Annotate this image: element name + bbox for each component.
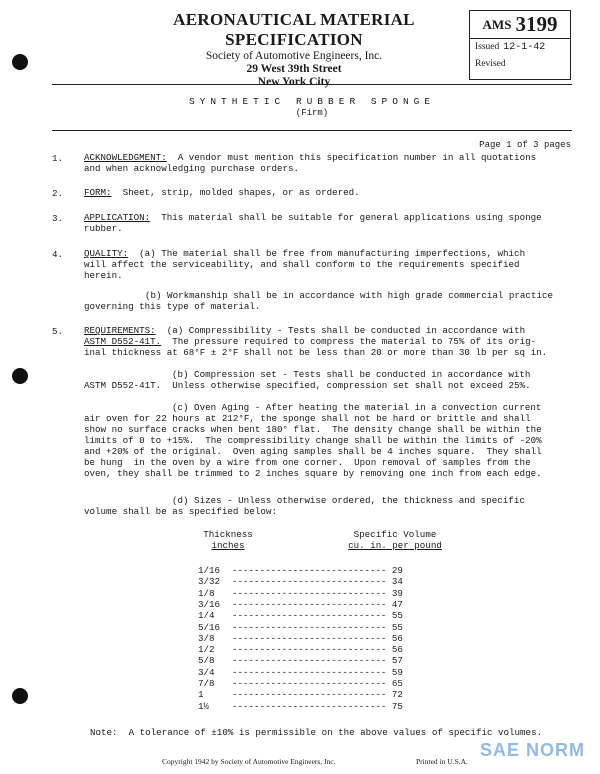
specific-volume-value: 75 xyxy=(391,700,403,712)
section-2-text: Sheet, strip, molded shapes, or as ordered. xyxy=(122,187,360,198)
table-row xyxy=(198,702,403,712)
specific-volume-value: 72 xyxy=(391,689,403,701)
section-2-line-1 xyxy=(84,187,360,198)
leader-dashes: ---------------------------- xyxy=(232,678,392,689)
section-5-line-2 xyxy=(84,336,536,347)
specific-volume-value: 57 xyxy=(391,655,403,667)
specific-volume-value: 55 xyxy=(391,610,403,622)
section-5-c-line-7: oven, they shall be trimmed to 2 inches square by removing one inch from each edge. xyxy=(84,468,542,479)
section-5-c-line-3: show no surface cracks when bent 180° flat. The density change shall be within the xyxy=(84,424,542,435)
section-1-line-1 xyxy=(84,152,536,163)
section-4-number: 4. xyxy=(52,249,64,260)
footer-copyright: Copyright 1942 by Society of Automotive Engineers, Inc. xyxy=(162,757,336,766)
volume-header-line-2: cu. in. per pound xyxy=(348,540,442,551)
specific-volume-value: 55 xyxy=(391,621,403,633)
leader-dashes: ---------------------------- xyxy=(232,621,392,633)
section-2-label: FORM: xyxy=(84,187,112,198)
specific-volume-value: 65 xyxy=(391,678,403,689)
section-3-line-1 xyxy=(84,212,542,223)
watermark-logo: SAE NORM xyxy=(480,740,586,760)
section-5-line-3: inal thickness at 68°F ± 2°F shall not be less than 20 or more than 30 lb per sq in. xyxy=(84,347,548,358)
section-5-astm-ref: ASTM D552-41T. xyxy=(84,336,162,347)
table-row xyxy=(198,623,403,633)
section-5-c-line-1: (c) Oven Aging - After heating the material in a convection current xyxy=(172,402,542,413)
thickness-value: 1/4 xyxy=(198,610,215,622)
specific-volume-value: 56 xyxy=(391,644,403,656)
table-row xyxy=(198,611,403,621)
header-city: New York City xyxy=(257,76,331,88)
specific-volume-value: 39 xyxy=(391,587,403,599)
table-note: Note: A tolerance of ±10% is permissible on the above values of specific volumes. xyxy=(90,727,543,738)
table-row xyxy=(198,577,403,587)
section-4-line-1 xyxy=(84,248,525,259)
table-row xyxy=(198,566,403,576)
leader-dashes: ---------------------------- xyxy=(232,632,392,644)
title-rule xyxy=(52,130,572,131)
thickness-value: 1/8 xyxy=(198,587,215,599)
header-street: 29 West 39th Street xyxy=(246,63,342,75)
table-row xyxy=(198,645,403,655)
spec-subtitle: (Firm) xyxy=(295,108,329,118)
table-col-volume-header xyxy=(330,529,460,551)
specific-volume-value: 59 xyxy=(391,666,403,678)
spec-title: SYNTHETIC RUBBER SPONGE xyxy=(188,96,436,107)
thickness-value: 1½ xyxy=(198,700,210,712)
section-2-number: 2. xyxy=(52,188,64,199)
leader-dashes: ---------------------------- xyxy=(232,700,392,712)
section-4-line-2: will affect the serviceability, and shall conform to the requirements specified xyxy=(84,259,520,270)
thickness-value: 1 xyxy=(198,689,204,701)
section-3-text: This material shall be suitable for general applications using sponge xyxy=(161,212,542,223)
thickness-header-line-2: inches xyxy=(211,540,245,551)
issued-label: Issued xyxy=(475,42,500,52)
footer-printed: Printed in U.S.A. xyxy=(416,757,468,766)
specific-volume-value: 34 xyxy=(391,576,403,588)
thickness-value: 3/4 xyxy=(198,666,215,678)
volume-header-line-1: Specific Volume xyxy=(353,529,437,540)
section-5-label: REQUIREMENTS: xyxy=(84,325,156,336)
table-row xyxy=(198,679,403,689)
table-row xyxy=(198,668,403,678)
section-5-d-line-1: (d) Sizes - Unless otherwise ordered, the thickness and specific xyxy=(172,495,525,506)
table-row xyxy=(198,634,403,644)
leader-dashes: ---------------------------- xyxy=(232,644,392,656)
binder-hole-bottom xyxy=(12,688,28,704)
section-4-line-3: herein. xyxy=(84,270,123,281)
thickness-value: 1/2 xyxy=(198,644,215,656)
leader-dashes: ---------------------------- xyxy=(232,565,392,576)
thickness-value: 5/16 xyxy=(198,621,221,633)
specific-volume-value: 29 xyxy=(391,565,403,576)
section-5-c-line-4: limits of 0 to +15%. The compressibility change shall be within the limits of -20% xyxy=(84,435,542,446)
table-row xyxy=(198,690,403,700)
header-title: AERONAUTICAL MATERIAL SPECIFICATION xyxy=(173,10,415,49)
leader-dashes: ---------------------------- xyxy=(232,666,392,678)
leader-dashes: ---------------------------- xyxy=(232,655,392,667)
specific-volume-value: 47 xyxy=(391,598,403,610)
section-5-number: 5. xyxy=(52,326,64,337)
section-5-c-line-5: and +20% of the original. Oven aging samples shall be 4 inches square. They shall xyxy=(84,446,542,457)
section-4-a-text: (a) The material shall be free from manufacturing imperfections, which xyxy=(139,248,526,259)
header-org: Society of Automotive Engineers, Inc. xyxy=(205,50,383,62)
section-1-line-2: and when acknowledging purchase orders. xyxy=(84,163,300,174)
leader-dashes: ---------------------------- xyxy=(232,610,392,622)
table-row xyxy=(198,589,403,599)
specific-volume-value: 56 xyxy=(391,632,403,644)
binder-hole-middle xyxy=(12,368,28,384)
page-number: Page 1 of 3 pages xyxy=(479,140,571,150)
section-1-number: 1. xyxy=(52,153,64,164)
leader-dashes: ---------------------------- xyxy=(232,598,392,610)
binder-hole-top xyxy=(12,54,28,70)
leader-dashes: ---------------------------- xyxy=(232,689,392,701)
section-4-b-line-2: governing this type of material. xyxy=(84,301,261,312)
section-3-line-2: rubber. xyxy=(84,223,123,234)
ams-prefix: AMS xyxy=(482,16,512,32)
section-3-number: 3. xyxy=(52,213,64,224)
table-row xyxy=(198,656,403,666)
section-5-a-text: (a) Compressibility - Tests shall be conducted in accordance with xyxy=(166,325,526,336)
section-1-text: A vendor must mention this specification number in all quotations xyxy=(177,152,537,163)
section-5-c-line-6: be hung in the oven by a wire from one corner. Upon removal of samples from the xyxy=(84,457,531,468)
issued-date: 12-1-42 xyxy=(503,42,546,53)
section-5-b-line-2: ASTM D552-41T. Unless otherwise specified, compression set shall not exceed 25%. xyxy=(84,380,531,391)
thickness-value: 5/8 xyxy=(198,655,215,667)
section-3-label: APPLICATION: xyxy=(84,212,151,223)
thickness-value: 3/8 xyxy=(198,632,215,644)
section-4-b-line-1: (b) Workmanship shall be in accordance with high grade commercial practice xyxy=(145,290,553,301)
ams-number-box xyxy=(469,10,571,80)
document-header xyxy=(120,10,468,89)
header-rule xyxy=(52,84,572,85)
section-5-c-line-2: air oven for 22 hours at 212°F, the sponge shall not be hard or brittle and shall xyxy=(84,413,531,424)
section-4-label: QUALITY: xyxy=(84,248,129,259)
leader-dashes: ---------------------------- xyxy=(232,587,392,599)
table-col-thickness-header xyxy=(188,529,268,551)
thickness-value: 1/16 xyxy=(198,565,221,576)
section-5-d-line-2: volume shall be as specified below: xyxy=(84,506,277,517)
thickness-value: 3/16 xyxy=(198,598,221,610)
revised-label: Revised xyxy=(475,59,506,69)
table-row xyxy=(198,600,403,610)
ams-number: 3199 xyxy=(515,12,558,36)
section-5-b-line-1: (b) Compression set - Tests shall be conducted in accordance with xyxy=(172,369,531,380)
thickness-value: 3/32 xyxy=(198,576,221,588)
thickness-value: 7/8 xyxy=(198,678,215,689)
section-1-label: ACKNOWLEDGMENT: xyxy=(84,152,167,163)
thickness-header-line-1: Thickness xyxy=(203,529,253,540)
section-5-line-1 xyxy=(84,325,525,336)
leader-dashes: ---------------------------- xyxy=(232,576,392,588)
section-5-a-text-2: The pressure required to compress the material to 75% of its orig- xyxy=(172,336,537,347)
